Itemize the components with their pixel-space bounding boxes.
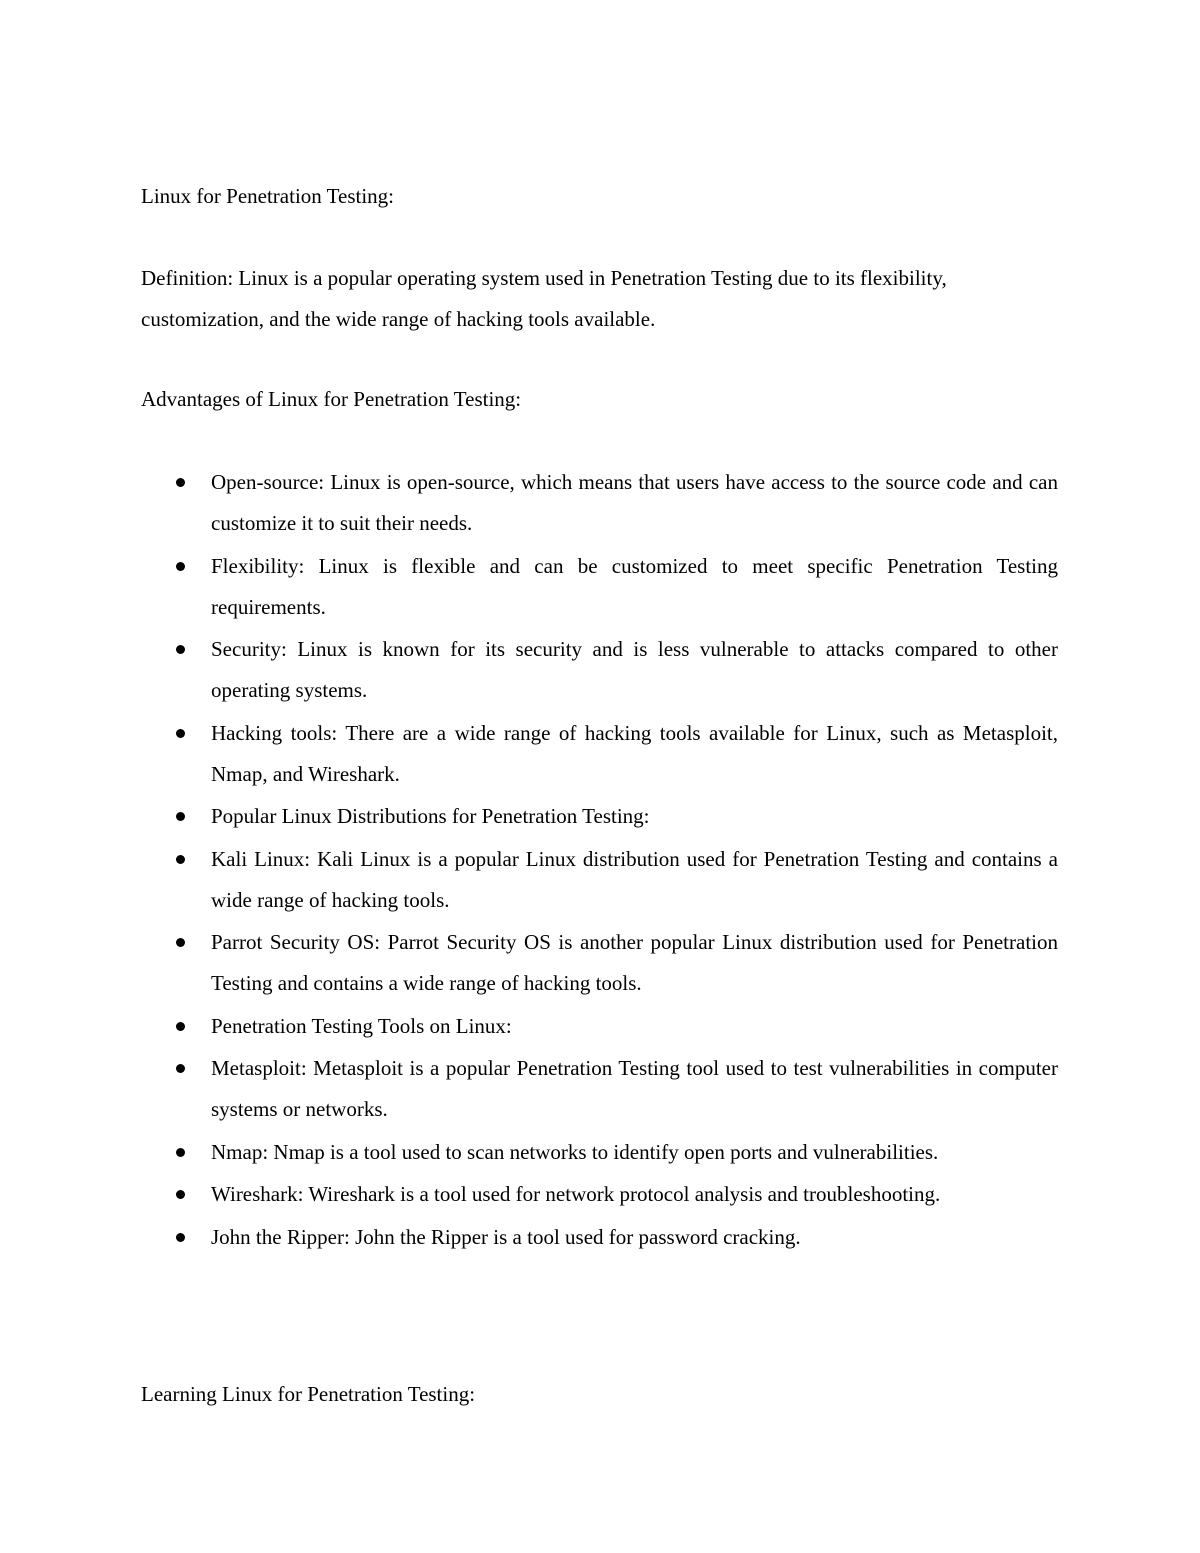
list-item — [141, 1217, 1058, 1258]
bullet-icon — [176, 729, 185, 738]
list-item — [141, 713, 1058, 795]
list-item — [141, 546, 1058, 628]
list-item — [141, 1048, 1058, 1130]
list-item-text: Parrot Security OS: Parrot Security OS is another popular Linux distribution used for Penetration Testing and contains a wide range of hacking tools. — [211, 930, 1058, 995]
heading-learning-linux: Learning Linux for Penetration Testing: — [141, 1382, 476, 1406]
list-item-text: Popular Linux Distributions for Penetration Testing: — [211, 804, 650, 828]
list-item — [141, 1132, 1058, 1173]
definition-paragraph: Definition: Linux is a popular operating system used in Penetration Testing due to its flexibility, customization, and the wide range of hacking tools available. — [141, 266, 947, 331]
bullet-icon — [176, 1064, 185, 1073]
bullet-icon — [176, 1022, 185, 1031]
list-item-text: Kali Linux: Kali Linux is a popular Linux distribution used for Penetration Testing and contains a wide range of hacking tools. — [211, 846, 1058, 912]
list-item-text: Flexibility: Linux is flexible and can be customized to meet specific Penetration Testing requirements. — [211, 553, 1058, 619]
bullet-icon — [176, 645, 185, 654]
list-item — [141, 629, 1058, 711]
list-item-text: Metasploit: Metasploit is a popular Penetration Testing tool used to test vulnerabilities in computer systems or networks. — [211, 1056, 1058, 1121]
bullet-icon — [176, 1233, 185, 1242]
list-item — [141, 796, 1058, 837]
list-item-text: Open-source: Linux is open-source, which means that users have access to the source code and can customize it to suit their needs. — [211, 470, 1058, 535]
bullet-icon — [176, 478, 185, 487]
list-item-text: Penetration Testing Tools on Linux: — [211, 1013, 512, 1038]
list-item — [141, 1174, 1058, 1215]
list-item — [141, 922, 1058, 1004]
bullet-icon — [176, 855, 185, 864]
list-item — [141, 462, 1058, 544]
list-item — [141, 839, 1058, 921]
list-item-text: Nmap: Nmap is a tool used to scan networks to identify open ports and vulnerabilities. — [211, 1139, 939, 1164]
bullet-icon — [176, 562, 185, 571]
list-item-text: Hacking tools: There are a wide range of hacking tools available for Linux, such as Metasploit, Nmap, and Wireshark. — [211, 720, 1058, 786]
bullet-icon — [176, 1148, 185, 1157]
list-item-text: John the Ripper: John the Ripper is a tool used for password cracking. — [211, 1224, 801, 1249]
heading-advantages: Advantages of Linux for Penetration Testing: — [141, 387, 522, 411]
list-item — [141, 1006, 1058, 1047]
bullet-icon — [176, 1190, 185, 1199]
list-item-text: Wireshark: Wireshark is a tool used for network protocol analysis and troubleshooting. — [211, 1182, 941, 1206]
bullet-icon — [176, 938, 185, 947]
list-item-text: Security: Linux is known for its security and is less vulnerable to attacks compared to other operating systems. — [211, 637, 1058, 702]
heading-linux-penetration-testing: Linux for Penetration Testing: — [141, 184, 395, 208]
bullet-icon — [176, 812, 185, 821]
bullet-list — [141, 462, 1058, 1259]
